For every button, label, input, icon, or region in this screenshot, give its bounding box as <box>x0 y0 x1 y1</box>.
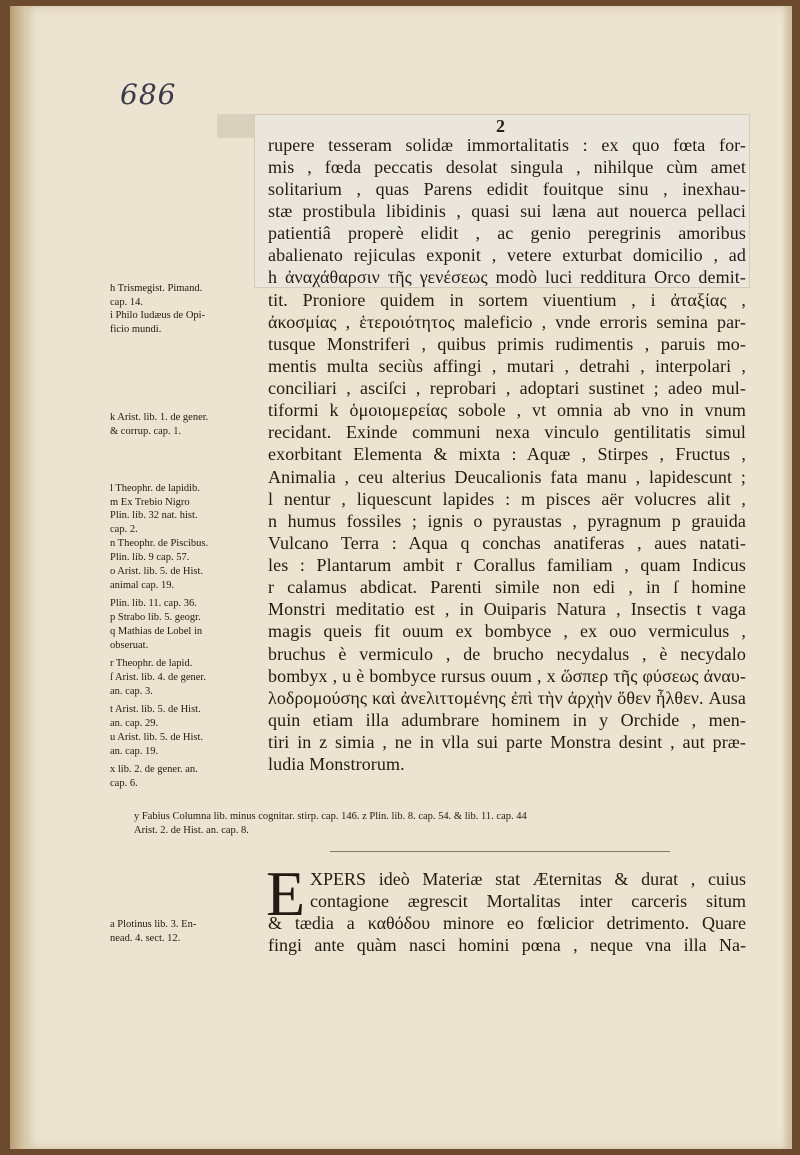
marginal-note: n Theophr. de Piscibus. <box>110 538 209 549</box>
drop-cap: E <box>266 858 306 929</box>
marginal-note: i Philo Iudæus de Opi- <box>110 310 206 321</box>
marginal-note: animal cap. 19. <box>110 580 175 591</box>
marginal-note: t Arist. lib. 5. de Hist. <box>110 704 201 715</box>
body-line: recidant. Exinde communi nexa vinculo gentilitatis simul <box>268 422 746 442</box>
body-line: ἀκοσμίας , ἑτεροιότητος maleficio , vnde erroris semina par- <box>268 312 746 332</box>
section-line: XPERS ideò Materiæ stat Æternitas & durat , cuius <box>310 869 746 889</box>
section-rule <box>330 851 670 852</box>
body-line: solitarium , quas Parens edidit fouitque sinu , inexhau- <box>268 179 746 199</box>
body-line: bruchus è vermiculo , de brucho necydalus , è necydalo <box>268 644 746 664</box>
footnote-line: y Fabius Columna lib. minus cognitar. stirp. cap. 146. z Plin. lib. 8. cap. 54. & lib. 11. cap. 44 <box>134 811 527 822</box>
marginal-note: cap. 14. <box>110 297 143 308</box>
section-line: & tædia a καθόδου minore eo fœlicior detrimento. Quare <box>268 913 746 933</box>
marginal-note: cap. 2. <box>110 524 138 535</box>
marginal-note: h Trismegist. Pimand. <box>110 283 203 294</box>
body-line: tiri in z simia , ne in vlla sui parte Monstra desint , aut præ- <box>268 732 746 752</box>
marginal-note: m Ex Trebio Nigro <box>110 497 190 508</box>
marginal-note: q Mathias de Lobel in <box>110 626 203 637</box>
body-line: Monstri meditatio est , in Ouiparis Natura , Insectis t vaga <box>268 599 746 619</box>
body-line: conciliari , asciſci , reprobari , adoptari sustinet ; adeo mul- <box>268 378 746 398</box>
page-number: 686 <box>120 78 177 111</box>
book-gutter <box>10 6 34 1149</box>
body-line: tit. Proniore quidem in sortem viuentium , i ἀταξίας , <box>268 290 746 310</box>
body-line: mentis multa seciùs affingi , mutari , detrahi , interpolari , <box>268 356 746 376</box>
body-line: tusque Monstriferi , quibus primis rudimentis , paruis mo- <box>268 334 746 354</box>
body-line: h ἀναχάθαρσιν τῆς γενέσεως modò luci redditura Orco demit- <box>268 267 746 287</box>
body-line: ludia Monstrorum. <box>268 754 405 774</box>
body-line: stæ prostibula libidinis , quasi sui læna aut nouerca pellaci <box>268 201 746 221</box>
marginal-note: & corrup. cap. 1. <box>110 426 182 437</box>
marginal-note: Plin. lib. 9 cap. 57. <box>110 552 190 563</box>
body-line: n humus fossiles ; ignis o pyraustas , pyragnum p grauida <box>268 511 746 531</box>
marginal-note: obseruat. <box>110 640 149 651</box>
body-line: abalienato rejiculas exponit , vetere exturbat domicilio , ad <box>268 245 746 265</box>
marginal-note: r Theophr. de lapid. <box>110 658 193 669</box>
body-line: r calamus abdicat. Parenti simile non edi , in ſ homine <box>268 577 746 597</box>
marginal-note: cap. 6. <box>110 778 138 789</box>
marginal-note: nead. 4. sect. 12. <box>110 933 181 944</box>
body-line: patientiâ properè elidit , ac genio peregrinis amoribus <box>268 223 746 243</box>
body-line: Animalia , ceu alterius Deucalionis fata manu , lapidescunt ; <box>268 467 746 487</box>
body-line: λοδρομούσης καὶ ἀνελιττομένης ἐπὶ τὴν ἀρχὴν ὅθεν ἦλθεν. Ausa <box>268 688 746 708</box>
marginal-note: an. cap. 3. <box>110 686 153 697</box>
body-line: l nentur , liquescunt lapides : m pisces aër volucres alit , <box>268 489 746 509</box>
signature-mark: 2 <box>496 116 505 136</box>
marginal-note: ſ Arist. lib. 4. de gener. <box>110 672 206 683</box>
marginal-note: o Arist. lib. 5. de Hist. <box>110 566 204 577</box>
body-line: tiformi k ὁμοιομερείας sobole , vt omnia ab vno in vnum <box>268 400 746 420</box>
body-line: magis queis fit ouum ex bombyce , ex ouo vermiculus , <box>268 621 746 641</box>
marginal-note: p Strabo lib. 5. geogr. <box>110 612 201 623</box>
body-line: bombyx , u è bombyce rursus ouum , x ὥσπερ τῆς φύσεως ἀναυ- <box>268 666 746 686</box>
body-line: quin etiam illa adumbrare hominem in y Orchide , men- <box>268 710 746 730</box>
marginal-note: an. cap. 19. <box>110 746 159 757</box>
marginal-note: l Theophr. de lapidib. <box>110 483 200 494</box>
section-line: fingi ante quàm nasci homini pœna , neque vna illa Na- <box>268 935 746 955</box>
marginal-note: Plin. lib. 11. cap. 36. <box>110 598 197 609</box>
page-edge <box>782 6 792 1149</box>
body-line: rupere tesseram solidæ immortalitatis : ex quo fœta for- <box>268 135 746 155</box>
section-line: contagione ægrescit Mortalitas inter carceris situm <box>310 891 746 911</box>
marginal-note: Plin. lib. 32 nat. hist. <box>110 510 198 521</box>
body-line: Vulcano Terra : Aqua q conchas anatiferas , aues natati- <box>268 533 746 553</box>
marginal-note: k Arist. lib. 1. de gener. <box>110 412 209 423</box>
body-line: les : Plantarum ambit r Corallus familiam , quam Indicus <box>268 555 746 575</box>
marginal-note: x lib. 2. de gener. an. <box>110 764 198 775</box>
body-line: mis , fœda peccatis desolat singula , nihilque cùm amet <box>268 157 746 177</box>
marginal-note: a Plotinus lib. 3. En- <box>110 919 197 930</box>
marginal-note: ficio mundi. <box>110 324 162 335</box>
marginal-note: u Arist. lib. 5. de Hist. <box>110 732 204 743</box>
marginal-note: an. cap. 29. <box>110 718 159 729</box>
body-line: exorbitant Elementa & mixta : Aquæ , Stirpes , Fructus , <box>268 444 746 464</box>
book-page <box>10 6 792 1149</box>
footnote-line: Arist. 2. de Hist. an. cap. 8. <box>134 825 249 836</box>
